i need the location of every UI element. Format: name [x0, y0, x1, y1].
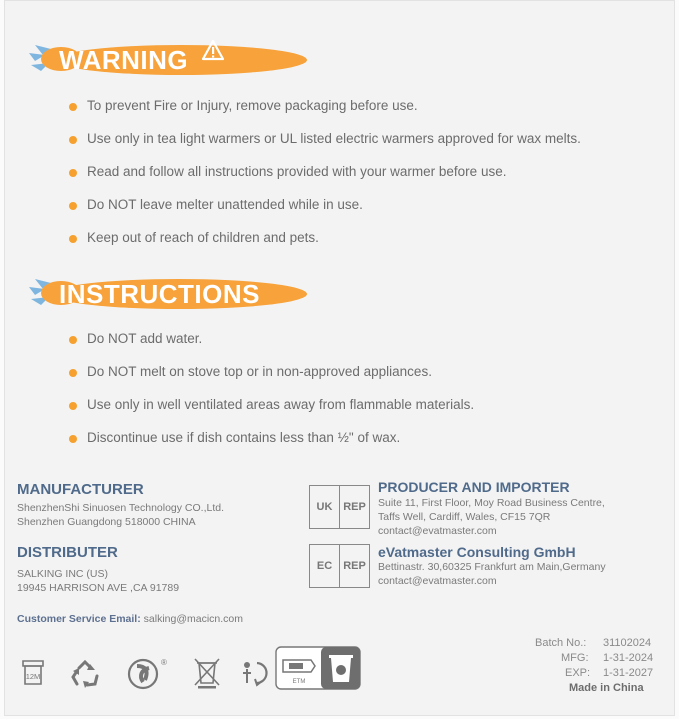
recycle-icon [69, 658, 103, 690]
mfg-value: 1-31-2024 [603, 652, 654, 664]
made-in: Made in China [569, 682, 644, 694]
green-dot-icon [127, 656, 167, 690]
ec-rep-heading: eVatmaster Consulting GmbH [378, 544, 576, 560]
list-item: Do NOT melt on stove top or in non-approved appliances. [69, 364, 474, 397]
uk-rep-line: Suite 11, First Floor, Moy Road Business Centre, [378, 497, 605, 509]
uk-rep-heading: PRODUCER AND IMPORTER [378, 479, 570, 495]
exp-label: EXP: [565, 667, 591, 679]
ec-rep-line: contact@evatmaster.com [378, 575, 497, 587]
list-item: Do NOT add water. [69, 331, 474, 364]
uk-rep-box [309, 485, 370, 529]
warning-title: WARNING [59, 45, 189, 75]
list-item: Discontinue use if dish contains less than ½" of wax. [69, 430, 474, 463]
pao-jar-icon [19, 657, 47, 687]
list-item: To prevent Fire or Injury, remove packaging before use. [69, 98, 581, 131]
uk-rep-right: REP [343, 501, 366, 513]
distributer-line: SALKING INC (US) [17, 568, 109, 580]
warning-triangle-icon [201, 39, 225, 61]
ec-rep-left: EC [310, 545, 340, 587]
customer-service-label: Customer Service Email: [17, 613, 141, 625]
distributer-line: 19945 HARRISON AVE ,CA 91789 [17, 582, 180, 594]
customer-service-email: salking@macicn.com [143, 613, 243, 625]
ec-rep-line: Bettinastr. 30,60325 Frankfurt am Main,Germany [378, 561, 606, 573]
list-item: Use only in well ventilated areas away from flammable materials. [69, 397, 474, 430]
green-dot-mark: ® [161, 658, 167, 667]
ec-rep-right: REP [343, 560, 366, 572]
uk-rep-line: contact@evatmaster.com [378, 525, 497, 537]
batch-value: 31102024 [603, 637, 652, 649]
recycling-info-icon [275, 646, 361, 690]
instructions-title: INSTRUCTIONS [59, 279, 260, 309]
mfg-label: MFG: [561, 652, 589, 664]
manufacturer-line: ShenzhenShi Sinuosen Technology CO.,Ltd. [17, 502, 225, 514]
batch-label: Batch No.: [535, 637, 587, 649]
list-item: Use only in tea light warmers or UL listed electric warmers approved for wax melts. [69, 131, 581, 164]
instructions-banner [21, 273, 311, 313]
uk-rep-left: UK [310, 486, 340, 528]
triman-icon [237, 657, 271, 689]
customer-service [17, 612, 243, 627]
instructions-list [69, 331, 474, 463]
crossed-bin-icon [192, 655, 222, 689]
exp-value: 1-31-2027 [603, 667, 654, 679]
list-item: Do NOT leave melter unattended while in use. [69, 197, 581, 230]
list-item: Keep out of reach of children and pets. [69, 230, 581, 263]
ec-rep-box [309, 544, 370, 588]
distributer-heading: DISTRIBUTER [17, 544, 118, 561]
manufacturer-heading: MANUFACTURER [17, 481, 144, 498]
warning-list [69, 98, 581, 263]
list-item: Read and follow all instructions provided with your warmer before use. [69, 164, 581, 197]
label-sheet [4, 0, 675, 716]
info-label: ETM [292, 679, 306, 685]
manufacturer-line: Shenzhen Guangdong 518000 CHINA [17, 516, 196, 528]
pao-label: 12M [25, 672, 41, 681]
uk-rep-line: Taffs Well, Cardiff, Wales, CF15 7QR [378, 511, 551, 523]
warning-banner [21, 39, 311, 79]
